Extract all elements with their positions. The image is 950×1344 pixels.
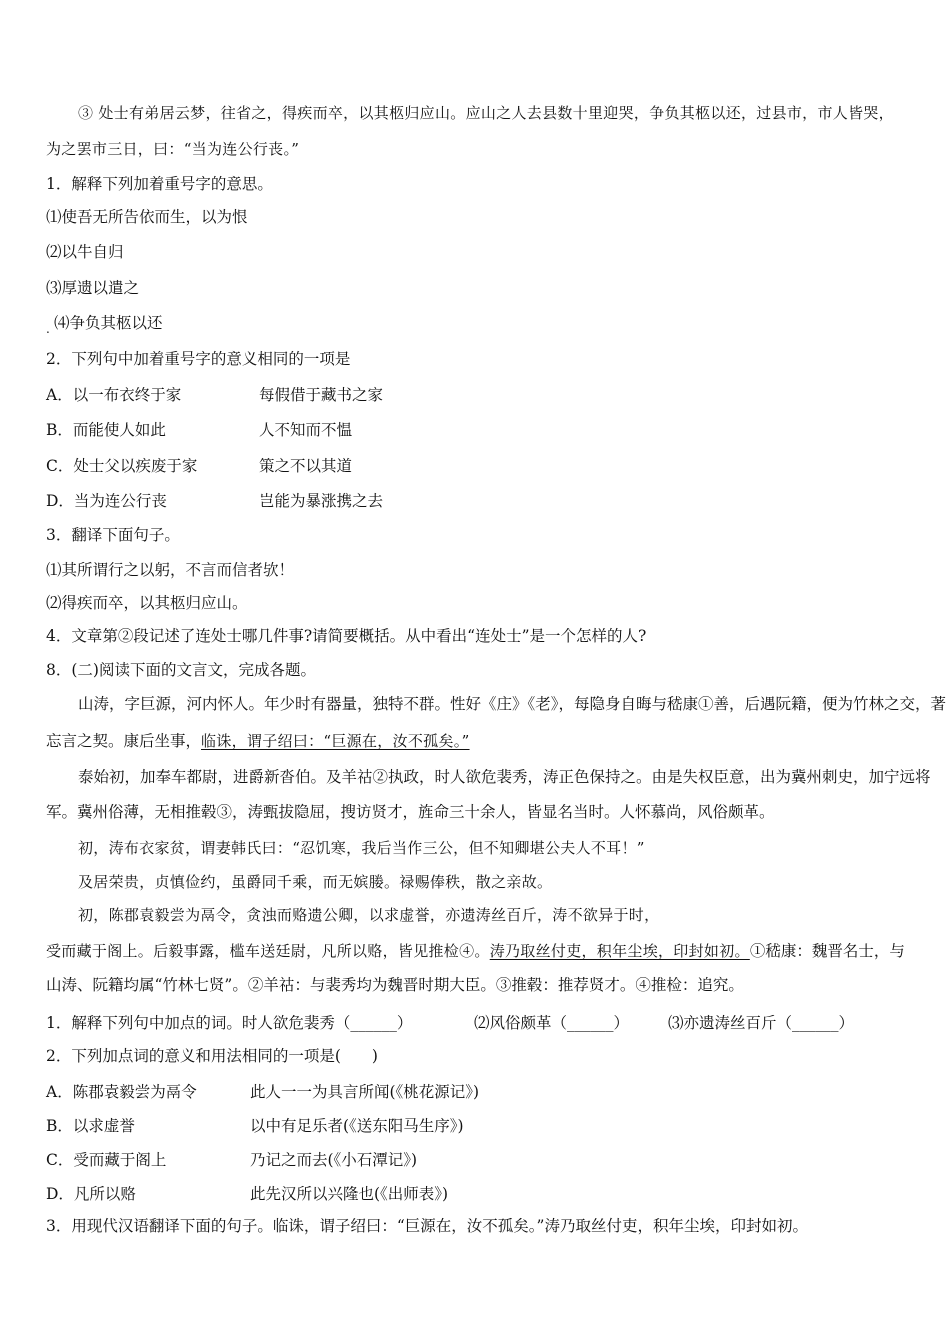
question-part: 1．解释下列句中加点的词。时人欲危裴秀（______） <box>46 1014 413 1032</box>
question-item: ⑶厚遗以遣之 <box>46 279 140 297</box>
question-item: ⑵得疾而卒，以其柩归应山。 <box>46 594 248 612</box>
option-pair: 此人一一为具言所闻(《桃花源记》) <box>250 1083 480 1101</box>
passage-text: 受而藏于阁上。后毅事露，槛车送廷尉，凡所以赂，皆见推检④。 <box>46 942 490 960</box>
option-label: C．受而藏于阁上 <box>46 1151 167 1169</box>
question-stem: 2．下列加点词的意义和用法相同的一项是( ) <box>46 1047 378 1065</box>
option-pair: 人不知而不愠 <box>259 421 353 439</box>
option-label: D．当为连公行丧 <box>46 492 167 510</box>
passage-text: 忘言之契。康后坐事， <box>46 732 202 750</box>
option-label: C．处士父以疾废于家 <box>46 457 198 475</box>
question-item: ⑴使吾无所告依而生，以为恨 <box>46 208 248 226</box>
question-stem: 2．下列句中加着重号字的意义相同的一项是 <box>46 350 351 368</box>
passage-line: ③ 处士有弟居云梦，往省之，得疾而卒，以其柩归应山。应山之人去县数十里迎哭，争负其柩以还，过县市，市人皆哭， <box>78 104 894 122</box>
underlined-sentence: 临诛，谓子绍曰：“巨源在，汝不孤矣。” <box>201 732 470 750</box>
question-stem: 4．文章第②段记述了连处士哪几件事?请简要概括。从中看出“连处士”是一个怎样的人? <box>46 627 647 645</box>
question-part: ⑵风俗颇革（______） <box>474 1014 630 1032</box>
question-item: ⑴其所谓行之以躬，不言而信者欤！ <box>46 561 295 579</box>
option-pair: 策之不以其道 <box>259 457 353 475</box>
option-label: D．凡所以赂 <box>46 1185 136 1203</box>
passage-line <box>46 731 470 751</box>
question-stem: 1．解释下列加着重号字的意思。 <box>46 175 273 193</box>
option-label: B．以求虚誉 <box>46 1117 135 1135</box>
passage-line: 山涛，字巨源，河内怀人。年少时有器量，独特不群。性好《庄》《老》，每隐身自晦与嵇康①善，后遇阮籍，便为竹林之交，著 <box>78 695 947 713</box>
option-pair: 以中有足乐者(《送东阳马生序》) <box>250 1117 464 1135</box>
question-part: ⑶亦遗涛丝百斤（______） <box>668 1014 855 1032</box>
option-label: B．而能使人如此 <box>46 421 166 439</box>
option-label: A．以一布衣终于家 <box>46 386 182 404</box>
question-stem: 3．用现代汉语翻译下面的句子。临诛，谓子绍曰：“巨源在，汝不孤矣。”涛乃取丝付吏，积年尘埃，印封如初。 <box>46 1217 808 1235</box>
passage-line: 泰始初，加奉车都尉，进爵新沓伯。及羊祜②执政，时人欲危裴秀，涛正色保持之。由是失权臣意，出为冀州刺史，加宁远将 <box>78 768 931 786</box>
passage-line: 初，涛布衣家贫，谓妻韩氏曰：“忍饥寒，我后当作三公，但不知卿堪公夫人不耳！” <box>78 839 645 857</box>
underlined-sentence: 涛乃取丝付吏，积年尘埃，印封如初。 <box>489 942 750 960</box>
passage-line <box>46 941 905 961</box>
stray-dot: . <box>46 322 50 336</box>
passage-line: 初，陈郡袁毅尝为鬲令，贪浊而赂遗公卿，以求虚誉，亦遗涛丝百斤，涛不欲异于时， <box>78 906 660 924</box>
question-item: ⑵以牛自归 <box>46 243 124 261</box>
option-pair: 岂能为暴涨携之去 <box>259 492 384 510</box>
passage-line: 为之罢市三日，曰：“当为连公行丧。” <box>46 140 300 158</box>
footnote-line: 山涛、阮籍均属“竹林七贤”。②羊祜：与裴秀均为魏晋时期大臣。③推毂：推荐贤才。④推检：追究。 <box>46 976 744 994</box>
passage-line: 及居荣贵，贞慎俭约，虽爵同千乘，而无嫔媵。禄赐俸秩，散之亲故。 <box>78 873 553 891</box>
section-title: 8．(二)阅读下面的文言文，完成各题。 <box>46 661 316 679</box>
question-stem: 3．翻译下面句子。 <box>46 526 180 544</box>
option-pair: 此先汉所以兴隆也(《出师表》) <box>250 1185 449 1203</box>
passage-line: 军。冀州俗薄，无相推毂③，涛甄拔隐屈，搜访贤才，旌命三十余人，皆显名当时。人怀慕尚，风俗颇革。 <box>46 803 775 821</box>
option-pair: 乃记之而去(《小石潭记》) <box>250 1151 418 1169</box>
footnote-text: ①嵇康：魏晋名士，与 <box>749 942 905 960</box>
option-pair: 每假借于藏书之家 <box>259 386 384 404</box>
option-label: A．陈郡袁毅尝为鬲令 <box>46 1083 197 1101</box>
question-item: ⑷争负其柩以还 <box>54 314 163 332</box>
